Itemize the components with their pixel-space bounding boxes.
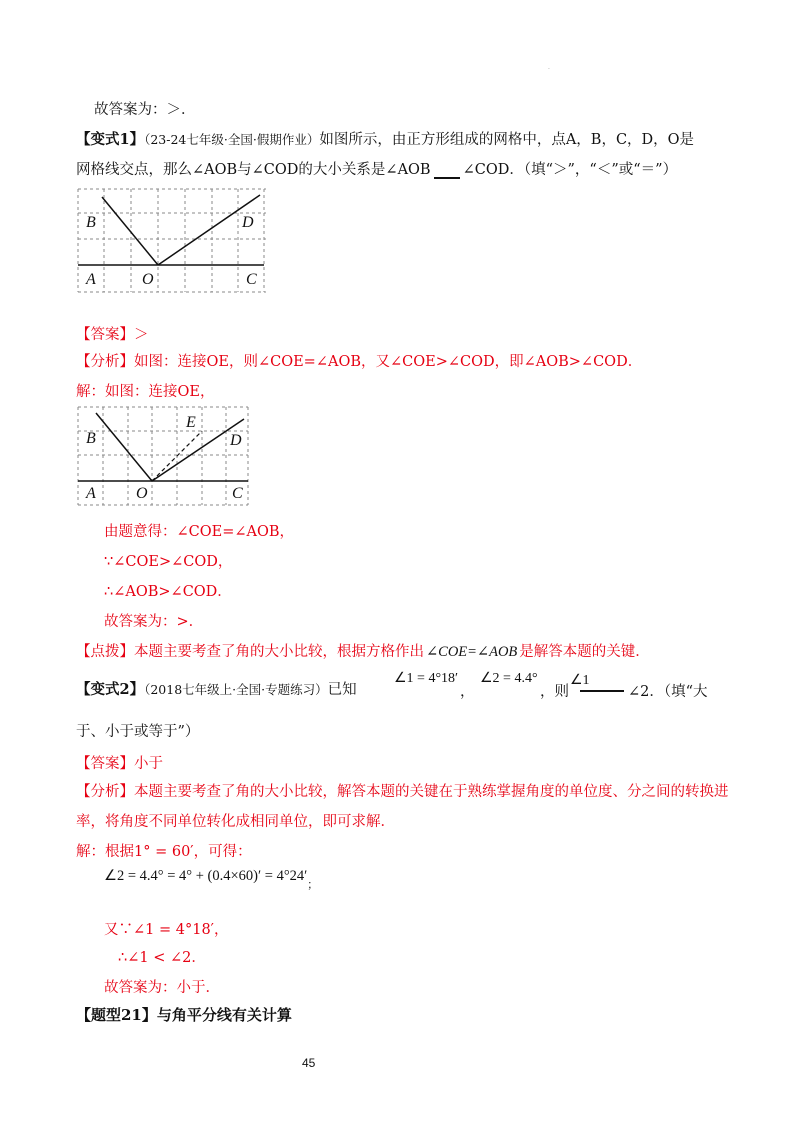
variation1-solution-intro: 解：如图：连接OE， xyxy=(76,384,215,400)
variation2-answer: 【答案】小于 xyxy=(76,756,163,772)
variation2-tag: 【变式2】 xyxy=(76,681,145,698)
fig2-label-o: O xyxy=(136,485,148,502)
tip-text-b: 是解答本题的关键． xyxy=(519,644,650,660)
ray-ob xyxy=(102,197,158,265)
fig1-label-b: B xyxy=(86,214,96,231)
fig2-ray-ob xyxy=(96,413,152,481)
variation1-answer: 【答案】＞ xyxy=(76,327,149,343)
variation2-solution-line4: ∴∠1 < ∠2． xyxy=(118,950,206,966)
fig2-ray-od xyxy=(152,419,244,481)
variation1-source: （23-24七年级·全国·假期作业） xyxy=(144,132,320,147)
variation2-question xyxy=(76,678,357,699)
fig1-label-a: A xyxy=(86,271,96,288)
variation1-answer-blank[interactable] xyxy=(434,177,460,179)
variation2-solution-line3: 又∵∠1 = 4°18′， xyxy=(104,922,229,938)
fig2-label-d: D xyxy=(230,432,242,449)
section-title: 【题型21】与角平分线有关计算 xyxy=(76,1006,292,1024)
variation2-conversion-tail: ； xyxy=(307,878,319,891)
variation2-separator: ， xyxy=(460,684,475,700)
fig1-label-d: D xyxy=(242,214,254,231)
variation1-q-line1: 如图所示，由正方形组成的网格中，点A，B，C，D，O是 xyxy=(319,132,695,148)
variation1-step1: 由题意得：∠COE=∠AOB， xyxy=(104,524,295,540)
variation2-analysis-line1: 【分析】本题主要考查了角的大小比较，解答本题的关键在于熟练掌握角度的单位度、分之间的转换进 xyxy=(76,784,729,800)
variation2-q-a: 已知 xyxy=(327,682,357,698)
variation1-q-line2 xyxy=(76,158,677,179)
variation2-q-tail: ∠2．（填“大 xyxy=(628,684,708,700)
variation2-answer-blank[interactable] xyxy=(580,676,624,692)
fig2-label-a: A xyxy=(86,485,96,502)
tip-math: ∠COE=∠AOB xyxy=(426,644,518,660)
figure1-grid xyxy=(74,187,274,297)
variation2-source: （2018七年级上·全国·专题练习） xyxy=(144,682,328,697)
variation2-angle1-ref: ∠1 xyxy=(570,673,590,688)
variation1-step4: 故答案为：>． xyxy=(104,614,204,630)
variation2-solution-line5: 故答案为：小于． xyxy=(104,980,220,996)
fig2-label-e: E xyxy=(186,414,196,431)
variation1-q-line2b: ∠COD．（填“＞”，“＜”或“＝”） xyxy=(462,162,678,178)
variation2-q-line2: 于、小于或等于”） xyxy=(76,724,200,740)
prev-answer-line: 故答案为：＞． xyxy=(94,102,196,118)
variation2-solution-line2 xyxy=(104,868,318,892)
fig1-label-o: O xyxy=(142,271,154,288)
variation1-step3: ∴∠AOB>∠COD． xyxy=(104,584,232,600)
variation2-q-then: ，则 xyxy=(540,684,569,700)
variation1-tip xyxy=(76,640,650,661)
variation2-analysis-line2: 率，将角度不同单位转化成相同单位，即可求解． xyxy=(76,814,395,830)
variation2-angle1: ∠1 = 4°18′ xyxy=(394,671,459,686)
variation1-step2: ∵∠COE>∠COD， xyxy=(104,554,233,570)
variation1-q-line2a: 网格线交点，那么∠AOB与∠COD的大小关系是∠AOB xyxy=(76,162,431,178)
variation1-tag: 【变式1】 xyxy=(76,131,145,148)
fig1-label-c: C xyxy=(246,271,257,288)
fig2-label-b: B xyxy=(86,430,96,447)
tip-text-a: 本题主要考查了角的大小比较，根据方格作出 xyxy=(134,644,424,660)
tip-label: 【点拨】 xyxy=(76,644,134,660)
page-number: 45 xyxy=(302,1056,316,1070)
variation1-analysis: 【分析】如图：连接OE，则∠COE=∠AOB，又∠COE>∠COD，即∠AOB>∠COD． xyxy=(76,354,643,370)
variation2-conversion: ∠2 = 4.4° = 4° + (0.4×60)′ = 4°24′ xyxy=(104,868,308,884)
variation2-solution-line1: 解：根据1° = 60′，可得： xyxy=(76,844,252,860)
variation1-question xyxy=(76,128,694,149)
header-mark: · xyxy=(548,66,550,73)
fig2-label-c: C xyxy=(232,485,243,502)
variation2-angle2: ∠2 = 4.4° xyxy=(480,671,538,686)
figure2-grid xyxy=(74,405,254,509)
